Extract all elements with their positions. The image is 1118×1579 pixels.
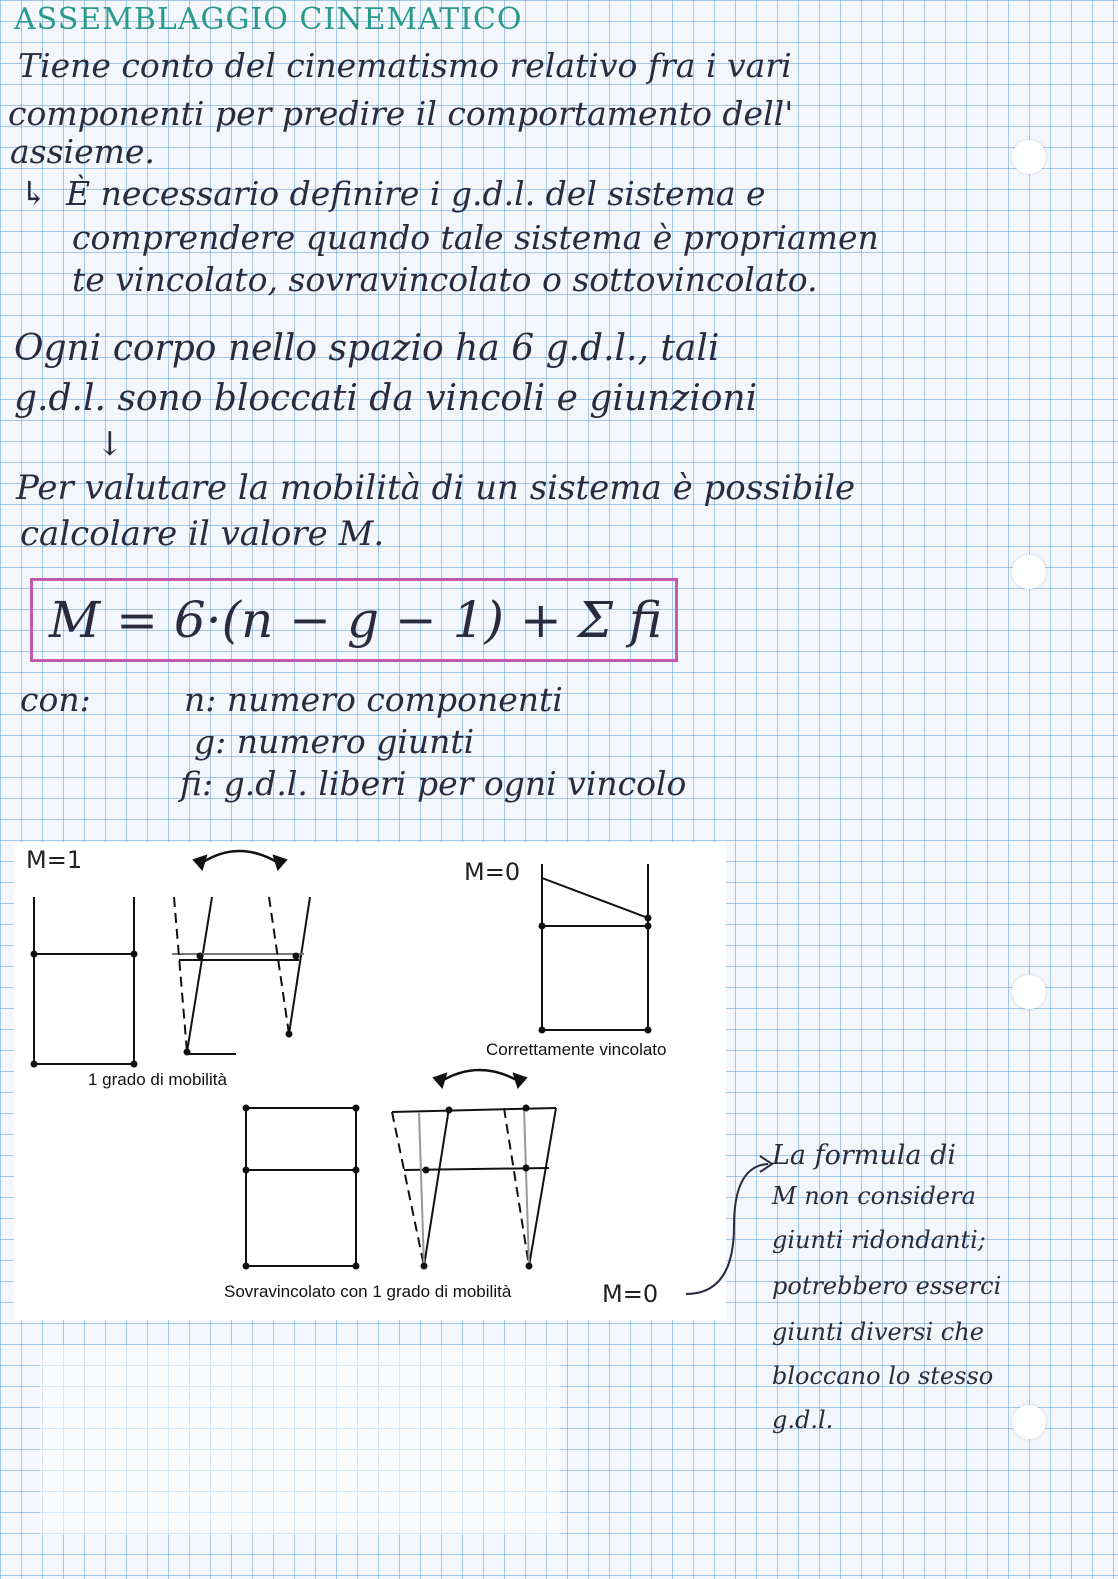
side-note-line: M non considera	[772, 1182, 976, 1210]
formula-text: M = 6·(n − g − 1) + Σ fi	[49, 591, 663, 649]
binder-hole	[1012, 555, 1046, 589]
paragraph-line: componenti per predire il comportamento dell'	[8, 94, 794, 133]
mobility-label: M=0	[464, 858, 521, 886]
paragraph-line: Ogni corpo nello spazio ha 6 g.d.l., tali	[14, 328, 720, 369]
arrow-note-line: comprendere quando tale sistema è propriamen	[72, 218, 879, 257]
mechanism-figure	[14, 842, 726, 1320]
arrow-symbol: ↳	[20, 174, 48, 213]
legend-item: fi: g.d.l. liberi per ogni vincolo	[180, 764, 687, 803]
down-arrow: ↓	[96, 424, 124, 463]
linkage-3-moved	[392, 1106, 556, 1269]
page-title: ASSEMBLAGGIO CINEMATICO	[14, 2, 523, 37]
erased-area	[40, 1345, 560, 1535]
linkage-1-moved	[172, 897, 310, 1055]
side-note-line: giunti ridondanti;	[772, 1226, 986, 1254]
caption-correct: Correttamente vincolato	[486, 1040, 667, 1059]
side-note-line: potrebbero esserci	[772, 1272, 1002, 1300]
linkage-2	[540, 864, 651, 1033]
arrow-note-line: È necessario definire i g.d.l. del sistema e	[66, 174, 766, 213]
mobility-label: M=1	[26, 846, 83, 874]
binder-hole	[1012, 1405, 1046, 1439]
caption-over: Sovravincolato con 1 grado di mobilità	[224, 1282, 512, 1301]
side-note-line: bloccano lo stesso	[772, 1362, 994, 1390]
paragraph-line: Tiene conto del cinematismo relativo fra i vari	[18, 46, 792, 85]
legend-item: g: numero giunti	[194, 722, 475, 761]
caption-one-dof: 1 grado di mobilità	[88, 1070, 227, 1089]
side-note-line: g.d.l.	[772, 1406, 834, 1434]
legend-item: n: numero componenti	[184, 680, 563, 719]
paragraph-line: calcolare il valore M.	[20, 514, 385, 554]
paragraph-line: Per valutare la mobilità di un sistema è possibile	[16, 468, 856, 508]
arrow-note-line: te vincolato, sovravincolato o sottovincolato.	[72, 260, 818, 299]
linkage-3	[244, 1106, 359, 1269]
legend-prefix: con:	[20, 680, 91, 719]
mobility-label: M=0	[602, 1280, 659, 1308]
side-note-line: giunti diversi che	[772, 1318, 984, 1346]
binder-hole	[1012, 975, 1046, 1009]
binder-hole	[1012, 140, 1046, 174]
paragraph-line: g.d.l. sono bloccati da vincoli e giunzioni	[14, 378, 758, 419]
linkage-1	[32, 897, 137, 1067]
paragraph-line: assieme.	[10, 132, 155, 171]
mobility-formula	[30, 578, 678, 662]
side-note-line: La formula di	[772, 1140, 956, 1171]
